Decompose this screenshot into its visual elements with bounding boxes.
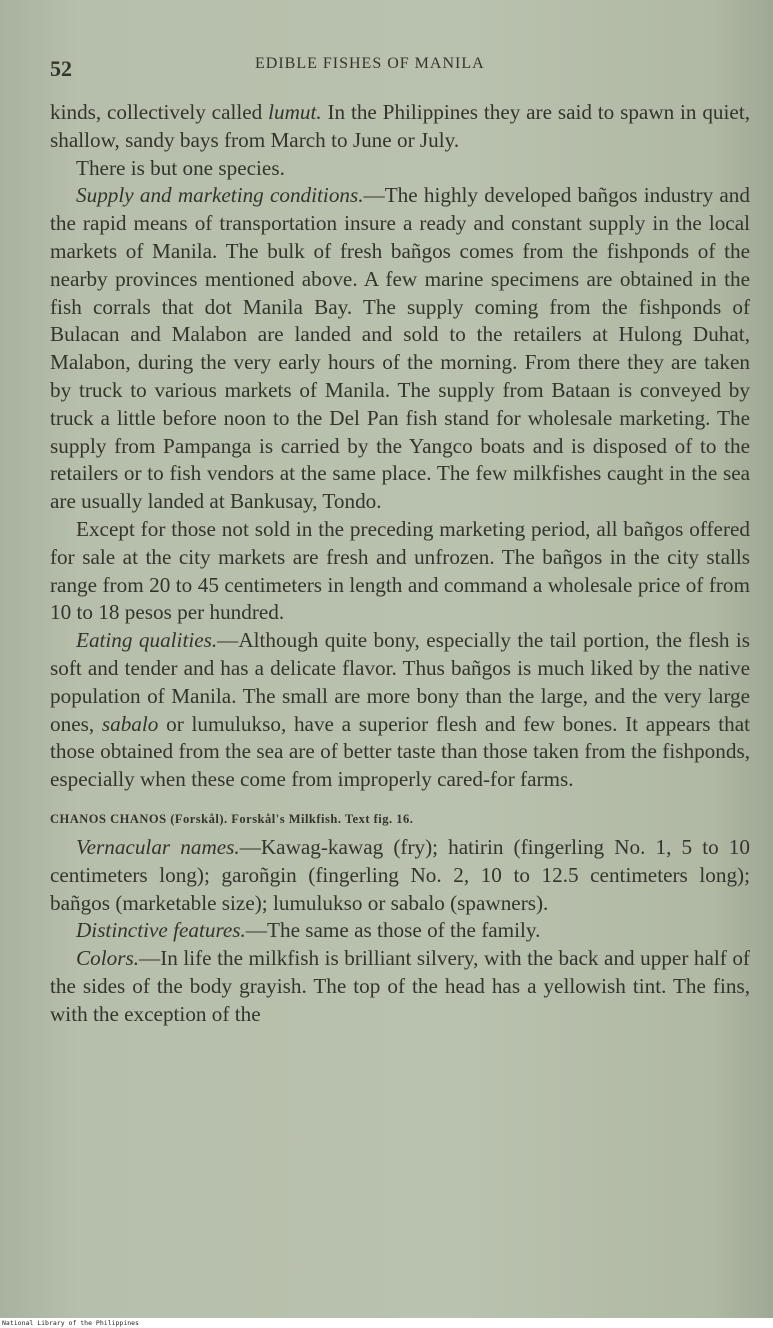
paragraph-text: or lumulukso, have a superior flesh and few bones. It appears that those obtained from the sea are of better taste than those taken from the fishponds, especially when these come from improperly cared-for farms.: [50, 711, 750, 792]
paragraph-text: —The same as those of the family.: [245, 918, 541, 943]
italic-term: sabalo: [101, 711, 159, 736]
subheading: Distinctive features.: [76, 918, 246, 943]
paragraph-spawning: [50, 99, 750, 155]
paragraph-eating: [50, 627, 750, 794]
paragraph-text: —Although quite bony, especially the tail portion, the flesh is soft and tender and has a delicate flavor. Thus bañgos is much liked by the native population of Manila. The small are more bony than the large, and the very large ones,: [50, 628, 750, 736]
paragraph-text: —The highly developed bañgos industry and the rapid means of transportation insure a ready and constant supply in the local markets of Manila. The bulk of fresh bañgos comes from the fishponds of the nearby provinces mentioned above. A few marine specimens are obtained in the fish corrals that dot Manila Bay. The supply coming from the fishponds of Bulacan and Malabon are landed and sold to the retailers at Hulong Duhat, Malabon, during the very early hours of the morning. From there they are taken by truck to various markets of Manila. The supply from Bataan is conveyed by truck a little before noon to the Del Pan fish stand for wholesale marketing. The supply from Pampanga is carried by the Yangco boats and is disposed of to the retailers or to fish vendors at the same place. The few milkfishes caught in the sea are usually landed at Bankusay, Tondo.: [50, 183, 750, 514]
paragraph-text: —In life the milkfish is brilliant silvery, with the back and upper half of the sides of the body grayish. The top of the head has a yellowish tint. The fins, with the exception of the: [50, 946, 750, 1026]
paragraph-supply: [50, 182, 750, 516]
body-text: [50, 99, 750, 1029]
paragraph-text: In the Philippines they are said to spawn in quiet, shallow, sandy bays from March to June or July.: [50, 100, 750, 152]
subheading: Colors.: [76, 946, 139, 971]
running-title: EDIBLE FISHES OF MANILA: [255, 55, 485, 72]
paragraph-prices: Except for those not sold in the preceding marketing period, all bañgos offered for sale at the city markets are fresh and unfrozen. The bañgos in the city stalls range from 20 to 45 centimeters in length and command a wholesale price of from 10 to 18 pesos per hundred.: [50, 516, 750, 625]
paragraph-text: kinds, collectively called: [50, 100, 269, 124]
paragraph-text: —Kawag-kawag (fry); hatirin (fingerling No. 1, 5 to 10 centimeters long); garoñgin (fingerling No. 2, 10 to 12.5 centimeters long); bañgos (marketable size); lumulukso or sabalo (spawners).: [50, 834, 750, 915]
running-head: [50, 52, 749, 82]
subheading: Eating qualities.: [76, 628, 218, 653]
page-number: 52: [50, 56, 72, 81]
paragraph-features: [50, 917, 750, 945]
paragraph-colors: [50, 945, 750, 1028]
italic-term: lumut.: [268, 100, 322, 124]
library-credit: National Library of the Philippines: [2, 1319, 139, 1327]
subheading: Vernacular names.: [76, 834, 240, 859]
species-heading: CHANOS CHANOS (Forskål). Forskål's Milkfish. Text fig. 16.: [50, 811, 414, 826]
subheading: Supply and marketing conditions.: [76, 183, 364, 208]
paragraph-vernacular: [50, 834, 750, 917]
paragraph-species: There is but one species.: [76, 155, 285, 180]
